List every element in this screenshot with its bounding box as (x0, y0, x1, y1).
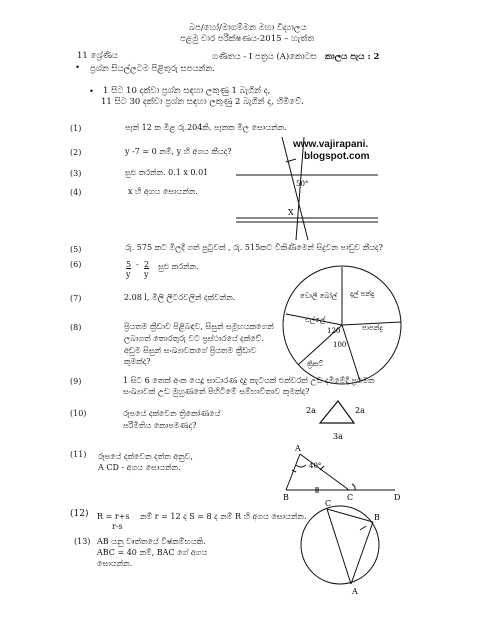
pie-label: දැල් පන්දු (350, 290, 375, 298)
question-text: ලබාගත් තොරතුරු වට ප්‍රස්ථාරයේ දක්වේ. (124, 334, 264, 343)
vertex-label: B (374, 513, 380, 522)
question-text: 1 සිට 6 තෙක් අංක යෙදූ සාධාරණ දාදු කැටයක් එක්වරක් උඩ දමීමේදී ප්‍රථමක (123, 376, 375, 385)
pie-label: ක්‍රිකට් (307, 360, 324, 368)
question-text: සුළු කරන්න. 0.1 x 0.01 (125, 168, 209, 177)
question-number: (1) (70, 124, 82, 133)
minus-sign: - (136, 260, 139, 269)
triangle-figure (320, 401, 354, 423)
angle-label: 100 (333, 341, 347, 349)
pie-label: වොලි බෝල් (300, 292, 338, 300)
question-text: AB යනු වෘත්තයේ විෂ්කම්භයකි. (97, 537, 206, 546)
fraction-numerator: 2 (144, 260, 150, 269)
time-label: කාලය පැය : 2 (325, 52, 380, 62)
vertex-label: A (352, 587, 358, 596)
formula: R = r+s (97, 512, 130, 521)
side-label: 3a (333, 432, 343, 441)
side-label: 2a (306, 406, 316, 415)
question-text: සොයන්න. (97, 559, 133, 568)
question-text: ABC = 40 නම්, BAC ගේ අගය (97, 548, 208, 557)
question-text: අඩුම සිසුන් සංඛ්‍යාවකගේ ප්‍රියතම ක්‍රීඩාව (124, 346, 257, 355)
question-number: (4) (70, 188, 82, 197)
fraction-numerator: 5 (126, 260, 132, 269)
question-text: x හි අගය සොයන්න. (128, 187, 198, 196)
watermark-line2: blogspot.com (304, 151, 370, 162)
angle-label: 40° (309, 462, 322, 470)
watermark-line1: www.vajirapani. (293, 139, 369, 150)
vertex-label: A (295, 444, 301, 453)
instruction-2: 1 සිට 10 දක්වා ප්‍රශ්න සඳහා ලකුණු 1 බැගින් ද, (103, 86, 271, 96)
circle-diameter-figure (301, 506, 379, 584)
question-number: (7) (70, 294, 82, 303)
angle-label: X (288, 208, 294, 217)
pie-chart (283, 266, 401, 384)
fraction-denominator: y (126, 270, 131, 279)
question-text: රූපයේ දක්වෙන ත්‍රිකෝණයේ (123, 409, 221, 418)
grade-label: 11 ශ්‍රේණිය (77, 51, 119, 61)
bullet-icon: • (89, 87, 95, 97)
question-number: (12) (70, 509, 89, 519)
question-number: (3) (70, 169, 82, 178)
question-number: (5) (70, 245, 82, 254)
triangle-extension-figure (286, 454, 395, 493)
question-number: (6) (70, 260, 82, 269)
question-text: පෑන් 12 ක මිළ රු.204කි. පෑනක මිල සොයන්න. (125, 123, 287, 132)
question-number: (13) (74, 537, 91, 546)
vertex-label: C (325, 499, 332, 508)
formula-denominator: r-s (112, 522, 123, 531)
bullet-icon: • (75, 63, 81, 73)
parallel-lines-figure (236, 137, 378, 240)
side-label: 2a (355, 406, 365, 415)
question-text: y -7 = 0 නම්, y හි අගය කීයද? (125, 147, 232, 156)
question-text: පරිමිතිය කොපමණද? (123, 421, 197, 430)
question-number: (8) (70, 323, 82, 332)
exam-title: පළමු වාර පරීක්ෂණය-2015 – හැත්ත (180, 34, 315, 44)
school-name: බප/හෝ/මාගම්මන මහා විද්‍යාලය (189, 23, 307, 33)
angle-label: 50° (296, 180, 309, 188)
question-text: රු. 575 කට මිලදී ගත් පුටුවක් , රු. 515කට විකිණීමෙන් සිදුවන පාඩුව කීයද? (125, 243, 383, 252)
question-text: A CD - අගය සොයන්න. (98, 463, 181, 472)
question-number: (9) (70, 377, 82, 386)
vertex-label: C (347, 493, 354, 502)
pie-label: එල්ලේ (305, 316, 326, 324)
instruction-3: 11 සිට 30 දක්වා ප්‍රශ්න සඳහා ලකුණු 2 බැගින් ද, හිමිවේ. (101, 97, 304, 107)
fraction-denominator: y (144, 270, 149, 279)
question-number: (11) (70, 450, 87, 459)
question-text: සංඛ්‍යාවක් උඩ මුහුණතේ පිහිටීමේ සම්භාවිතාව කුමක්ද? (123, 387, 310, 396)
question-text: නම් r = 12 ද S = 8 ද නම් R හි අගය සොයන්න. (140, 512, 307, 521)
vertex-label: B (283, 493, 289, 502)
question-text: සුළු කරන්න. (158, 262, 199, 271)
question-text: රූපයේ දක්වෙන දත්ත අනුව, (98, 452, 193, 461)
question-text: කුමක්ද? (124, 357, 151, 366)
pie-label: පාපන්දු (362, 324, 383, 332)
question-text: ප්‍රියතම ක්‍රීඩාව පිළිබඳව, සිසුන් සමූහයකගෙන් (124, 322, 274, 331)
instruction-1: ප්‍රශ්න සියල්ලටම පිළිතුරු සපයන්න. (90, 64, 215, 74)
vertex-label: D (394, 493, 401, 502)
question-number: (2) (70, 148, 82, 157)
question-text: 2.08 l, මිලි ලීටරවලින් දක්වන්න. (124, 293, 236, 302)
angle-label: 120 (327, 327, 341, 335)
question-number: (10) (70, 409, 87, 418)
subject-label: ගණිතය - I පත්‍රය (A)කොටස (212, 52, 317, 62)
